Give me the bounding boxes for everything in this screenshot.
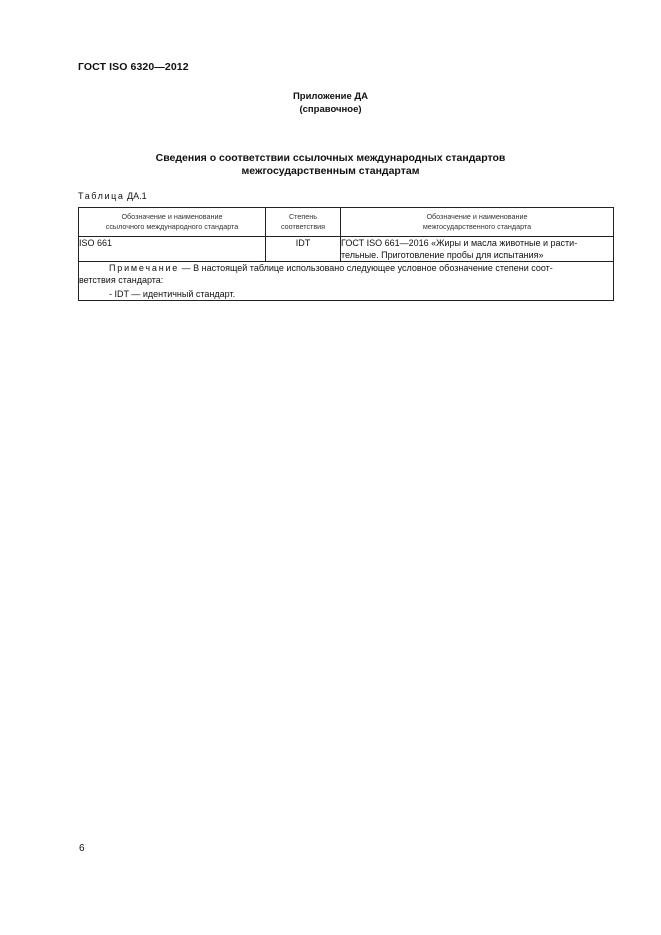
standards-table [78,207,614,301]
note-list-item: - IDT — идентичный стандарт. [109,289,236,299]
cell-degree: IDT [266,237,341,262]
note-text-cont: ветствия стандарта: [79,275,164,285]
column-header-international: Обозначение и наименование ссылочного международного стандарта [79,208,266,237]
section-title-line2: межгосударственным стандартам [241,165,420,177]
annex-title: Приложение ДА [292,91,369,102]
table-header-row [79,208,614,237]
cell-international-standard: ISO 661 [79,237,266,262]
column-header-degree: Степень соответствия [266,208,341,237]
table-row [79,237,614,262]
table-label [78,191,147,202]
table-note [79,262,614,301]
cell-interstate-standard: ГОСТ ISO 661—2016 «Жиры и масла животные и расти- тельные. Приготовление пробы для испытания» [341,237,614,262]
note-text: — В настоящей таблице использовано следующее условное обозначение степени соот- [179,263,553,273]
page-number: 6 [79,843,85,854]
table-label-number: ДА.1 [124,191,147,201]
column-header-interstate: Обозначение и наименование межгосударственного стандарта [341,208,614,237]
table-label-prefix: Таблица [78,191,125,201]
table-note-row [79,262,614,301]
document-code: ГОСТ ISO 6320—2012 [78,61,189,73]
section-title [0,152,661,178]
section-title-line1: Сведения о соответствии ссылочных международных стандартов [155,152,506,164]
note-label: Примечание [109,263,180,273]
annex-subtitle: (справочное) [299,104,362,115]
